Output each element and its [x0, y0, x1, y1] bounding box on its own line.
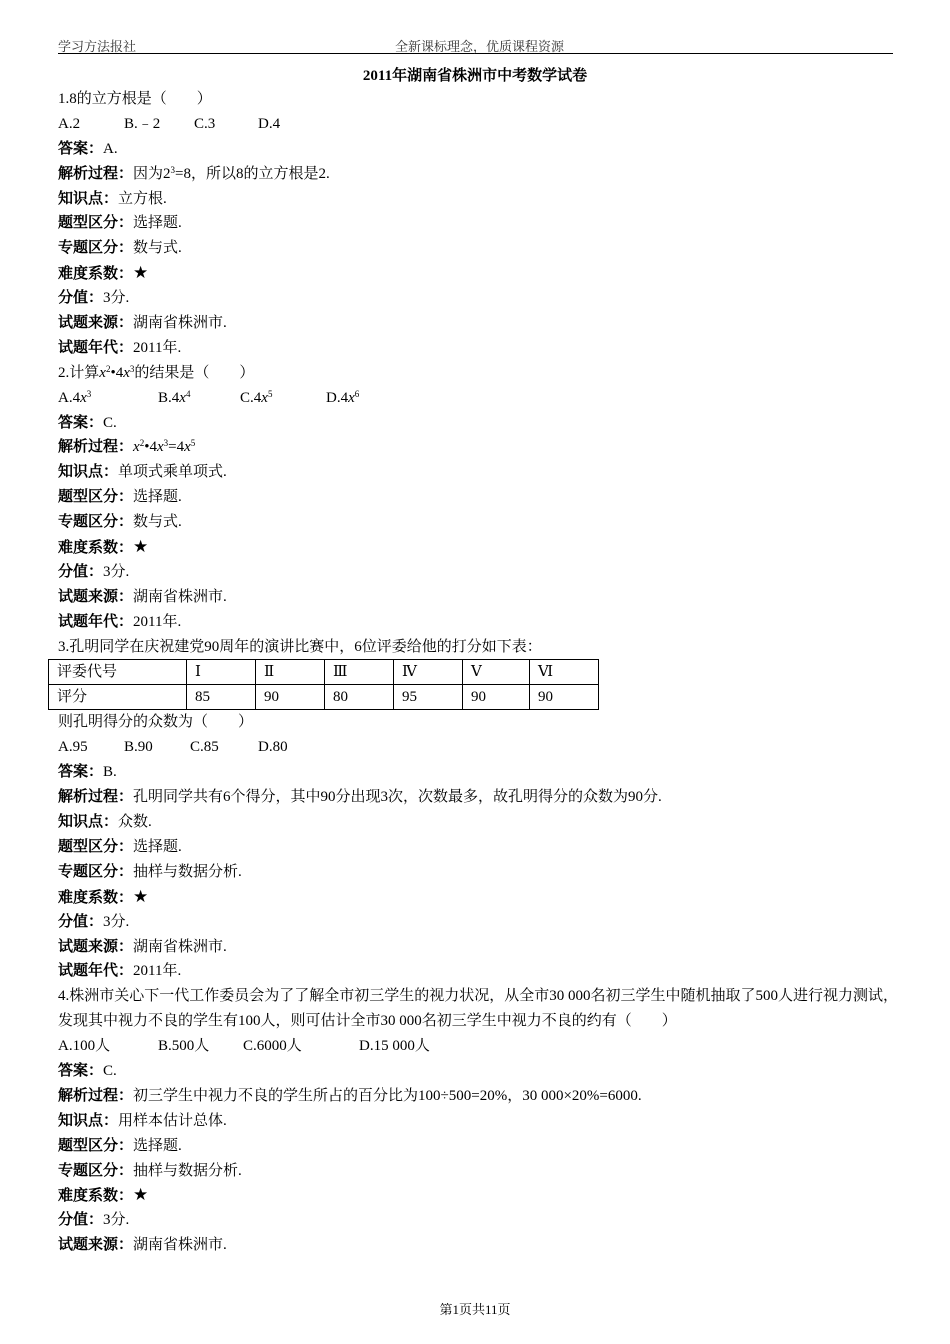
judges-score-table: [48, 659, 599, 710]
table-cell: Ⅰ: [187, 660, 256, 685]
q3-option-d: D.80: [258, 739, 288, 756]
q4-difficulty: [58, 1183, 898, 1208]
q1-option-d: D.4: [258, 115, 281, 132]
table-cell: 90: [463, 685, 530, 710]
q1-option-a: A.2: [58, 115, 81, 132]
q4-score-value: 3分.: [103, 1212, 130, 1229]
q3-option-c: C.85: [190, 739, 219, 756]
q2-sol-exp: 2: [139, 438, 145, 449]
table-cell: 80: [325, 685, 394, 710]
star-icon: ★: [133, 537, 149, 557]
difficulty-label: 难度系数：: [58, 266, 134, 283]
qtype-label: 题型区分：: [58, 838, 134, 855]
difficulty-label: 难度系数：: [58, 1188, 134, 1205]
table-row: [49, 685, 599, 710]
q1-stem: 1.8的立方根是（ ）: [58, 91, 212, 107]
q2-answer-value: C.: [103, 414, 117, 431]
topic-label: 专题区分：: [58, 240, 134, 257]
source-label: 试题来源：: [58, 938, 134, 955]
q4-qtype-value: 选择题.: [133, 1137, 182, 1154]
q2-sol-exp: 3: [163, 438, 169, 449]
q2-option-c-var: x: [261, 389, 268, 406]
q1-score-value: 3分.: [103, 290, 130, 307]
star-icon: ★: [133, 1185, 149, 1205]
solution-label: 解析过程：: [58, 789, 134, 806]
q2-option-a-var: x: [80, 389, 87, 406]
document-body: [58, 87, 898, 1258]
knowledge-label: 知识点：: [58, 814, 119, 831]
q4-topic-value: 抽样与数据分析.: [133, 1162, 242, 1179]
q2-sol-eq: =4: [168, 439, 185, 456]
q3-stem: 3.孔明同学在庆祝建党90周年的演讲比赛中，6位评委给他的打分如下表：: [58, 638, 542, 655]
q1-solution-exponent: 3: [170, 164, 176, 175]
score-label: 分值：: [58, 290, 104, 307]
q2-topic-value: 数与式.: [133, 514, 182, 531]
q4-option-a: A.100人: [58, 1038, 111, 1055]
q3-score-value: 3分.: [103, 913, 130, 930]
star-icon: ★: [133, 886, 149, 906]
q2-option-b-var: x: [179, 389, 186, 406]
q2-option-b-exp: 4: [185, 388, 191, 399]
q3-knowledge: [58, 810, 898, 835]
q3-qtype-value: 选择题.: [133, 838, 182, 855]
q4-knowledge-value: 用样本估计总体.: [118, 1112, 227, 1129]
q2-option-d-coef: D.4: [326, 389, 349, 406]
table-cell: Ⅳ: [394, 660, 463, 685]
q2-sol-coef: •4: [144, 439, 157, 456]
table-cell: 85: [187, 685, 256, 710]
q4-source-value: 湖南省株洲市.: [133, 1237, 227, 1254]
topic-label: 专题区分：: [58, 1162, 134, 1179]
q1-option-c: C.3: [194, 115, 216, 132]
q1-topic-value: 数与式.: [133, 240, 182, 257]
q4-topic: [58, 1159, 898, 1184]
score-label: 分值：: [58, 913, 104, 930]
q3-question: 则孔明得分的众数为（ ）: [58, 714, 254, 731]
page-footer: 第1页共11页: [439, 1302, 511, 1317]
q3-source: [58, 935, 898, 960]
q3-qtype: [58, 835, 898, 860]
year-label: 试题年代：: [58, 963, 134, 980]
qtype-label: 题型区分：: [58, 1137, 134, 1154]
q1-year: [58, 336, 898, 361]
q1-score: [58, 286, 898, 311]
q1-answer-value: A.: [103, 140, 118, 157]
q2-solution: [58, 435, 898, 460]
answer-label: 答案：: [58, 1062, 104, 1079]
q2-year: [58, 610, 898, 635]
q2-sol-var: x: [184, 439, 191, 456]
q2-option-b-coef: B.4: [158, 389, 180, 406]
q2-qtype: [58, 485, 898, 510]
source-label: 试题来源：: [58, 588, 134, 605]
q1-knowledge: [58, 187, 898, 212]
header-slogan: 全新课标理念，优质课程资源: [395, 39, 565, 54]
q2-option-b: [158, 386, 240, 411]
q4-solution-value: 初三学生中视力不良的学生所占的百分比为100÷500=20%，30 000×20%=6000.: [133, 1087, 642, 1104]
q2-var: x: [99, 364, 106, 381]
q4-answer-value: C.: [103, 1062, 117, 1079]
q3-answer: [58, 760, 898, 785]
q2-exp: 2: [105, 363, 111, 374]
q4-knowledge: [58, 1109, 898, 1134]
q2-stem: [58, 361, 898, 386]
q1-solution: [58, 162, 898, 187]
table-cell: 评委代号: [49, 660, 187, 685]
q3-year: [58, 959, 898, 984]
q2-coef: •4: [110, 364, 124, 381]
q2-option-a: [58, 386, 158, 411]
topic-label: 专题区分：: [58, 863, 134, 880]
source-label: 试题来源：: [58, 315, 134, 332]
q3-option-b: B.90: [124, 739, 153, 756]
difficulty-label: 难度系数：: [58, 889, 134, 906]
q4-qtype: [58, 1134, 898, 1159]
year-label: 试题年代：: [58, 339, 134, 356]
answer-label: 答案：: [58, 140, 104, 157]
q2-stem-text-rest: 的结果是（ ）: [134, 364, 255, 381]
q3-topic: [58, 860, 898, 885]
table-cell: 90: [530, 685, 599, 710]
difficulty-label: 难度系数：: [58, 540, 134, 557]
q3-knowledge-value: 众数.: [118, 814, 152, 831]
q1-year-value: 2011年.: [133, 339, 182, 356]
q2-option-a-coef: A.4: [58, 389, 81, 406]
q2-var: x: [123, 364, 130, 381]
header-publisher: 学习方法报社: [58, 39, 137, 54]
q2-sol-exp: 5: [190, 438, 196, 449]
q2-score: [58, 560, 898, 585]
q4-option-c: C.6000人: [243, 1038, 302, 1055]
q2-answer: [58, 411, 898, 436]
q2-exp: 3: [129, 363, 135, 374]
q2-source: [58, 585, 898, 610]
q2-stem-text: 2.计算: [58, 364, 100, 381]
table-cell: Ⅵ: [530, 660, 599, 685]
q3-solution: [58, 785, 898, 810]
q3-answer-value: B.: [103, 764, 117, 781]
q2-option-d: [326, 386, 359, 411]
q3-score: [58, 910, 898, 935]
table-cell: Ⅱ: [256, 660, 325, 685]
q2-option-c-exp: 5: [267, 388, 273, 399]
solution-label: 解析过程：: [58, 165, 134, 182]
table-cell: 95: [394, 685, 463, 710]
q3-difficulty: [58, 885, 898, 910]
q3-solution-value: 孔明同学共有6个得分，其中90分出现3次，次数最多，故孔明得分的众数为90分.: [133, 789, 662, 806]
q1-topic: [58, 236, 898, 261]
q2-difficulty: [58, 535, 898, 560]
q1-solution-text-rest: =8，所以8的立方根是2.: [175, 165, 330, 182]
q4-option-b: B.500人: [158, 1038, 210, 1055]
document-title: 2011年湖南省株洲市中考数学试卷: [362, 68, 588, 84]
q1-source-value: 湖南省株洲市.: [133, 315, 227, 332]
q2-sol-var: x: [156, 439, 164, 456]
q2-option-a-exp: 3: [86, 388, 92, 399]
q2-knowledge: [58, 460, 898, 485]
q2-option-c-coef: C.4: [240, 389, 262, 406]
q1-knowledge-value: 立方根.: [118, 190, 167, 207]
score-label: 分值：: [58, 1212, 104, 1229]
knowledge-label: 知识点：: [58, 1112, 119, 1129]
q2-source-value: 湖南省株洲市.: [133, 588, 227, 605]
q3-source-value: 湖南省株洲市.: [133, 938, 227, 955]
q4-score: [58, 1208, 898, 1233]
topic-label: 专题区分：: [58, 514, 134, 531]
qtype-label: 题型区分：: [58, 215, 134, 232]
q4-source: [58, 1233, 898, 1258]
q1-source: [58, 311, 898, 336]
source-label: 试题来源：: [58, 1237, 134, 1254]
star-icon: ★: [133, 263, 149, 283]
q2-options: [58, 386, 898, 411]
q3-topic-value: 抽样与数据分析.: [133, 863, 242, 880]
page-header: [58, 34, 893, 54]
q1-option-b: B.﹣2: [124, 115, 161, 132]
solution-label: 解析过程：: [58, 439, 134, 456]
q1-options: [58, 112, 898, 137]
q1-solution-text: 因为2: [133, 165, 171, 182]
table-cell: Ⅴ: [463, 660, 530, 685]
knowledge-label: 知识点：: [58, 464, 119, 481]
q2-topic: [58, 510, 898, 535]
year-label: 试题年代：: [58, 613, 134, 630]
table-row: [49, 660, 599, 685]
q4-options: [58, 1034, 898, 1059]
answer-label: 答案：: [58, 764, 104, 781]
solution-label: 解析过程：: [58, 1087, 134, 1104]
score-label: 分值：: [58, 563, 104, 580]
knowledge-label: 知识点：: [58, 190, 119, 207]
q2-qtype-value: 选择题.: [133, 489, 182, 506]
q2-sol-var: x: [133, 439, 140, 456]
answer-label: 答案：: [58, 414, 104, 431]
table-cell: 90: [256, 685, 325, 710]
q4-option-d: D.15 000人: [359, 1038, 430, 1055]
table-cell: Ⅲ: [325, 660, 394, 685]
q3-options: [58, 735, 898, 760]
q4-answer: [58, 1059, 898, 1084]
q1-answer: [58, 137, 898, 162]
q2-option-c: [240, 386, 326, 411]
q1-qtype: [58, 211, 898, 236]
q2-knowledge-value: 单项式乘单项式.: [118, 464, 227, 481]
q4-solution: [58, 1084, 898, 1109]
q2-score-value: 3分.: [103, 563, 130, 580]
q3-option-a: A.95: [58, 739, 88, 756]
q2-option-d-var: x: [348, 389, 355, 406]
qtype-label: 题型区分：: [58, 489, 134, 506]
q4-stem: 4.株洲市关心下一代工作委员会为了了解全市初三学生的视力状况，从全市30 000名初三学生中随机抽取了500人进行视力测试，发现其中视力不良的学生有100人，则可估计全市30 000名初三学生中视力不良的约有（ ）: [58, 988, 899, 1030]
q1-qtype-value: 选择题.: [133, 215, 182, 232]
q2-year-value: 2011年.: [133, 613, 182, 630]
q1-difficulty: [58, 261, 898, 286]
q3-year-value: 2011年.: [133, 963, 182, 980]
table-cell: 评分: [49, 685, 187, 710]
q2-option-d-exp: 6: [354, 388, 360, 399]
